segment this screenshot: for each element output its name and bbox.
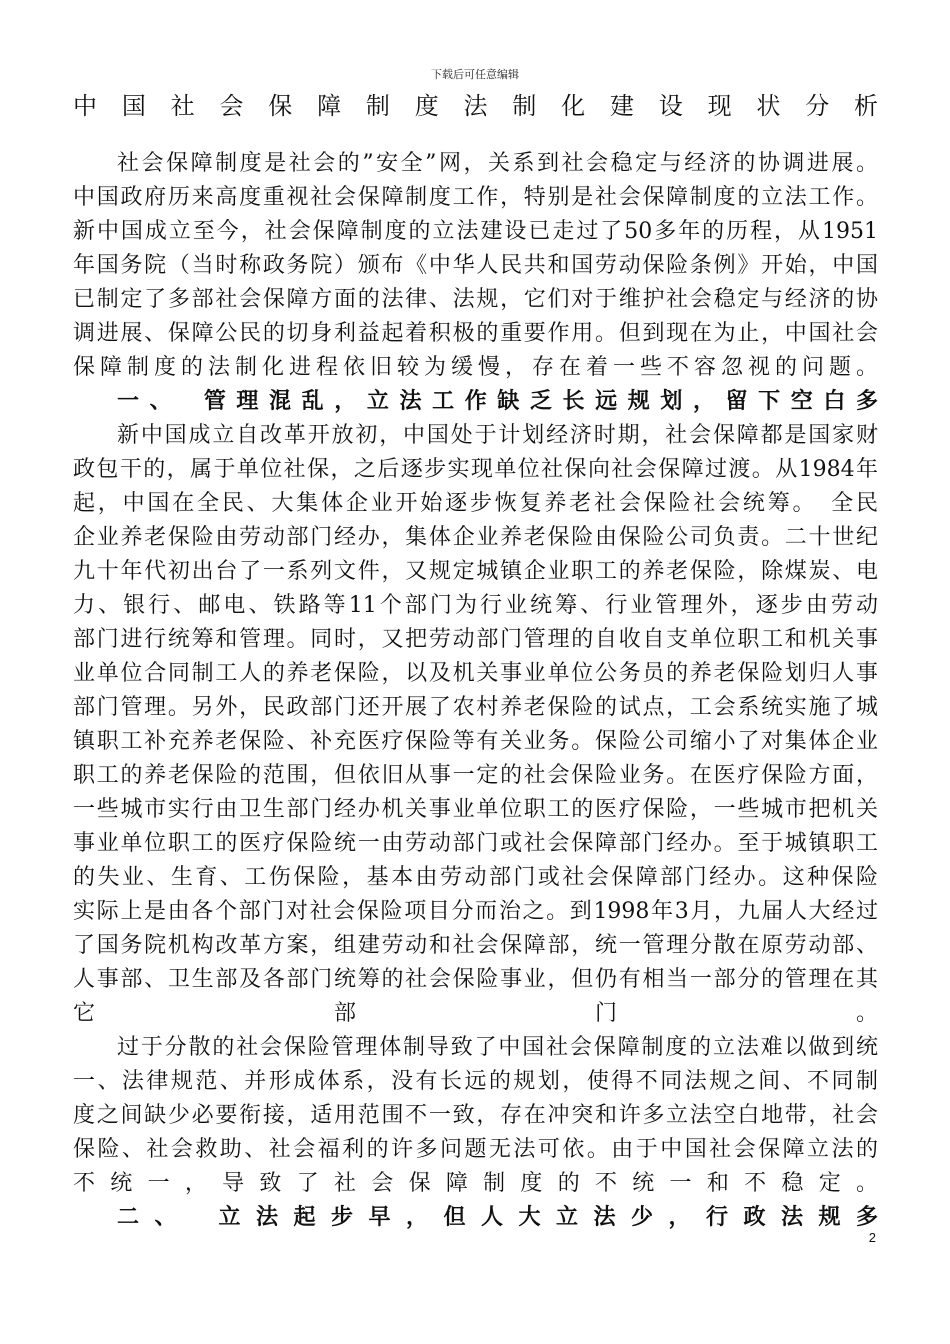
title-char: 国 xyxy=(121,92,146,120)
title-char: 度 xyxy=(414,92,439,120)
text-line: 力、银行、邮电、铁路等11个部门为行业统筹、行业管理外，逐步由劳动 xyxy=(73,593,878,618)
text-line: 度之间缺少必要衔接，适用范围不一致，存在冲突和许多立法空白地带，社会 xyxy=(73,1103,878,1128)
title-char: 设 xyxy=(658,92,683,120)
text-line: 新中国成立至今，社会保障制度的立法建设已走过了50多年的历程，从1951 xyxy=(73,219,878,244)
text-line: 镇职工补充养老保险、补充医疗保险等有关业务。保险公司缩小了对集体企业 xyxy=(73,729,878,754)
title-char: 障 xyxy=(317,92,342,120)
text-line: 保障制度的法制化进程依旧较为缓慢，存在着一些不容忽视的问题。 xyxy=(73,355,878,380)
text-line: 过于分散的社会保险管理体制导致了中国社会保障制度的立法难以做到统 xyxy=(117,1035,878,1060)
title-char: 保 xyxy=(268,92,293,120)
text-line: 一、法律规范、并形成体系，没有长远的规划，使得不同法规之间、不同制 xyxy=(73,1069,878,1094)
text-line: 部门进行统筹和管理。同时，又把劳动部门管理的自收自支单位职工和机关事 xyxy=(73,627,878,652)
text-line: 起，中国在全民、大集体企业开始逐步恢复养老社会保险社会统筹。 全民 xyxy=(73,491,878,516)
title-char: 会 xyxy=(219,92,244,120)
section-heading: 二、 立法起步早，但人大立法少，行政法规多 xyxy=(117,1205,878,1230)
text-line: 职工的养老保险的范围，但依旧从事一定的社会保险业务。在医疗保险方面， xyxy=(73,763,878,788)
section-heading: 一、 管理混乱，立法工作缺乏长远规划，留下空白多 xyxy=(117,389,878,414)
title-char: 现 xyxy=(707,92,732,120)
title-char: 制 xyxy=(512,92,537,120)
text-line: 已制定了多部社会保障方面的法律、法规，它们对于维护社会稳定与经济的协 xyxy=(73,287,878,312)
title-char: 分 xyxy=(805,92,830,120)
title-char: 法 xyxy=(463,92,488,120)
text-line: 实际上是由各个部门对社会保险项目分而治之。到1998年3月，九届人大经过 xyxy=(73,899,878,924)
text-line: 部门管理。另外，民政部门还开展了农村养老保险的试点，工会系统实施了城 xyxy=(73,695,878,720)
text-line: 它 部 门 。 xyxy=(73,1001,878,1026)
text-line: 中国政府历来高度重视社会保障制度工作，特别是社会保障制度的立法工作。 xyxy=(73,185,878,210)
document-title xyxy=(73,86,878,121)
title-char: 析 xyxy=(854,92,878,120)
text-line: 新中国成立自改革开放初，中国处于计划经济时期，社会保障都是国家财 xyxy=(117,423,878,448)
title-char: 状 xyxy=(756,92,781,120)
text-line: 年国务院（当时称政务院）颁布《中华人民共和国劳动保险条例》开始，中国 xyxy=(73,253,878,278)
text-line: 企业养老保险由劳动部门经办，集体企业养老保险由保险公司负责。二十世纪 xyxy=(73,525,878,550)
title-char: 建 xyxy=(609,92,634,120)
document-body xyxy=(73,147,878,1235)
title-char: 制 xyxy=(365,92,390,120)
header-note: 下载后可任意编辑 xyxy=(431,68,519,81)
text-line: 九十年代初出台了一系列文件，又规定城镇企业职工的养老保险，除煤炭、电 xyxy=(73,559,878,584)
page-number: 2 xyxy=(868,1230,876,1245)
text-line: 社会保障制度是社会的”安全”网，关系到社会稳定与经济的协调进展。 xyxy=(117,151,878,176)
text-line: 的失业、生育、工伤保险，基本由劳动部门或社会保障部门经办。这种保险 xyxy=(73,865,878,890)
title-char: 中 xyxy=(73,92,97,120)
text-line: 人事部、卫生部及各部门统筹的社会保险事业，但仍有相当一部分的管理在其 xyxy=(73,967,878,992)
title-char: 化 xyxy=(561,92,586,120)
text-line: 了国务院机构改革方案，组建劳动和社会保障部，统一管理分散在原劳动部、 xyxy=(73,933,878,958)
text-line: 事业单位职工的医疗保险统一由劳动部门或社会保障部门经办。至于城镇职工 xyxy=(73,831,878,856)
text-line: 业单位合同制工人的养老保险，以及机关事业单位公务员的养老保险划归人事 xyxy=(73,661,878,686)
title-char: 社 xyxy=(170,92,195,120)
text-line: 调进展、保障公民的切身利益起着积极的重要作用。但到现在为止，中国社会 xyxy=(73,321,878,346)
text-line: 政包干的，属于单位社保，之后逐步实现单位社保向社会保障过渡。从1984年 xyxy=(73,457,878,482)
text-line: 保险、社会救助、社会福利的许多问题无法可依。由于中国社会保障立法的 xyxy=(73,1137,878,1162)
text-line: 一些城市实行由卫生部门经办机关事业单位职工的医疗保险，一些城市把机关 xyxy=(73,797,878,822)
text-line: 不统一，导致了社会保障制度的不统一和不稳定。 xyxy=(73,1171,878,1196)
